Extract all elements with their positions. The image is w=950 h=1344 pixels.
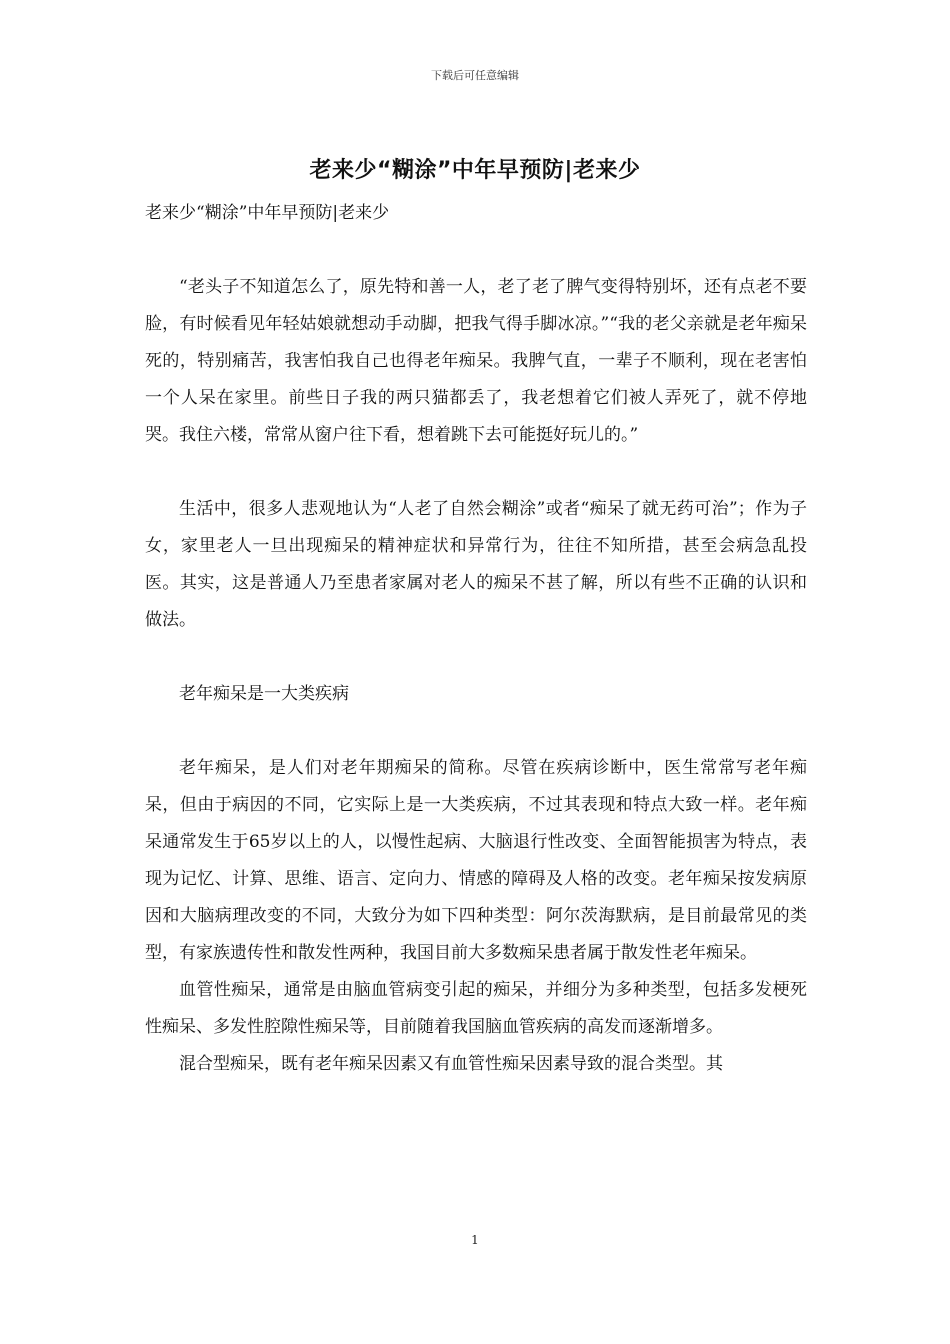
blank-line (145, 713, 807, 750)
blank-line (145, 639, 807, 676)
document-subtitle: 老来少“糊涂”中年早预防|老来少 (145, 203, 390, 223)
section-heading: 老年痴呆是一大类疾病 (179, 684, 349, 704)
page-number: 1 (471, 1233, 479, 1247)
paragraph-quotes: “老头子不知道怎么了，原先特和善一人，老了老了脾气变得特别坏，还有点老不要脸，有时候看见年轻姑娘就想动手动脚，把我气得手脚冰凉。”“我的老父亲就是老年痴呆死的，特别痛苦，我害怕我自己也得老年痴呆。我脾气直，一辈子不顺利，现在老害怕一个人呆在家里。前些日子我的两只猫都丢了，我老想着它们被人弄死了，就不停地哭。我住六楼，常常从窗户往下看，想着跳下去可能挺好玩儿的。” (145, 277, 807, 445)
blank-line (145, 454, 807, 491)
document-title: 老来少“糊涂”中年早预防|老来少 (309, 158, 641, 183)
blank-line (145, 232, 807, 269)
paragraph-vascular: 血管性痴呆，通常是由脑血管病变引起的痴呆，并细分为多种类型，包括多发梗死性痴呆、多发性腔隙性痴呆等，目前随着我国脑血管疾病的高发而逐渐增多。 (145, 980, 807, 1037)
paragraph-mixed: 混合型痴呆，既有老年痴呆因素又有血管性痴呆因素导致的混合类型。其 (179, 1054, 723, 1074)
paragraph-misconceptions: 生活中，很多人悲观地认为“人老了自然会糊涂”或者“痴呆了就无药可治”；作为子女，家里老人一旦出现痴呆的精神症状和异常行为，往往不知所措，甚至会病急乱投医。其实，这是普通人乃至患者家属对老人的痴呆不甚了解，所以有些不正确的认识和做法。 (145, 499, 807, 630)
paragraph-definition: 老年痴呆，是人们对老年期痴呆的简称。尽管在疾病诊断中，医生常常写老年痴呆，但由于病因的不同，它实际上是一大类疾病，不过其表现和特点大致一样。老年痴呆通常发生于65岁以上的人，以慢性起病、大脑退行性改变、全面智能损害为特点，表现为记忆、计算、思维、语言、定向力、情感的障碍及人格的改变。老年痴呆按发病原因和大脑病理改变的不同，大致分为如下四种类型：阿尔茨海默病，是目前最常见的类型，有家族遗传性和散发性两种，我国目前大多数痴呆患者属于散发性老年痴呆。 (145, 758, 807, 963)
page-header-note: 下载后可任意编辑 (431, 69, 519, 82)
document-content (145, 195, 807, 1083)
